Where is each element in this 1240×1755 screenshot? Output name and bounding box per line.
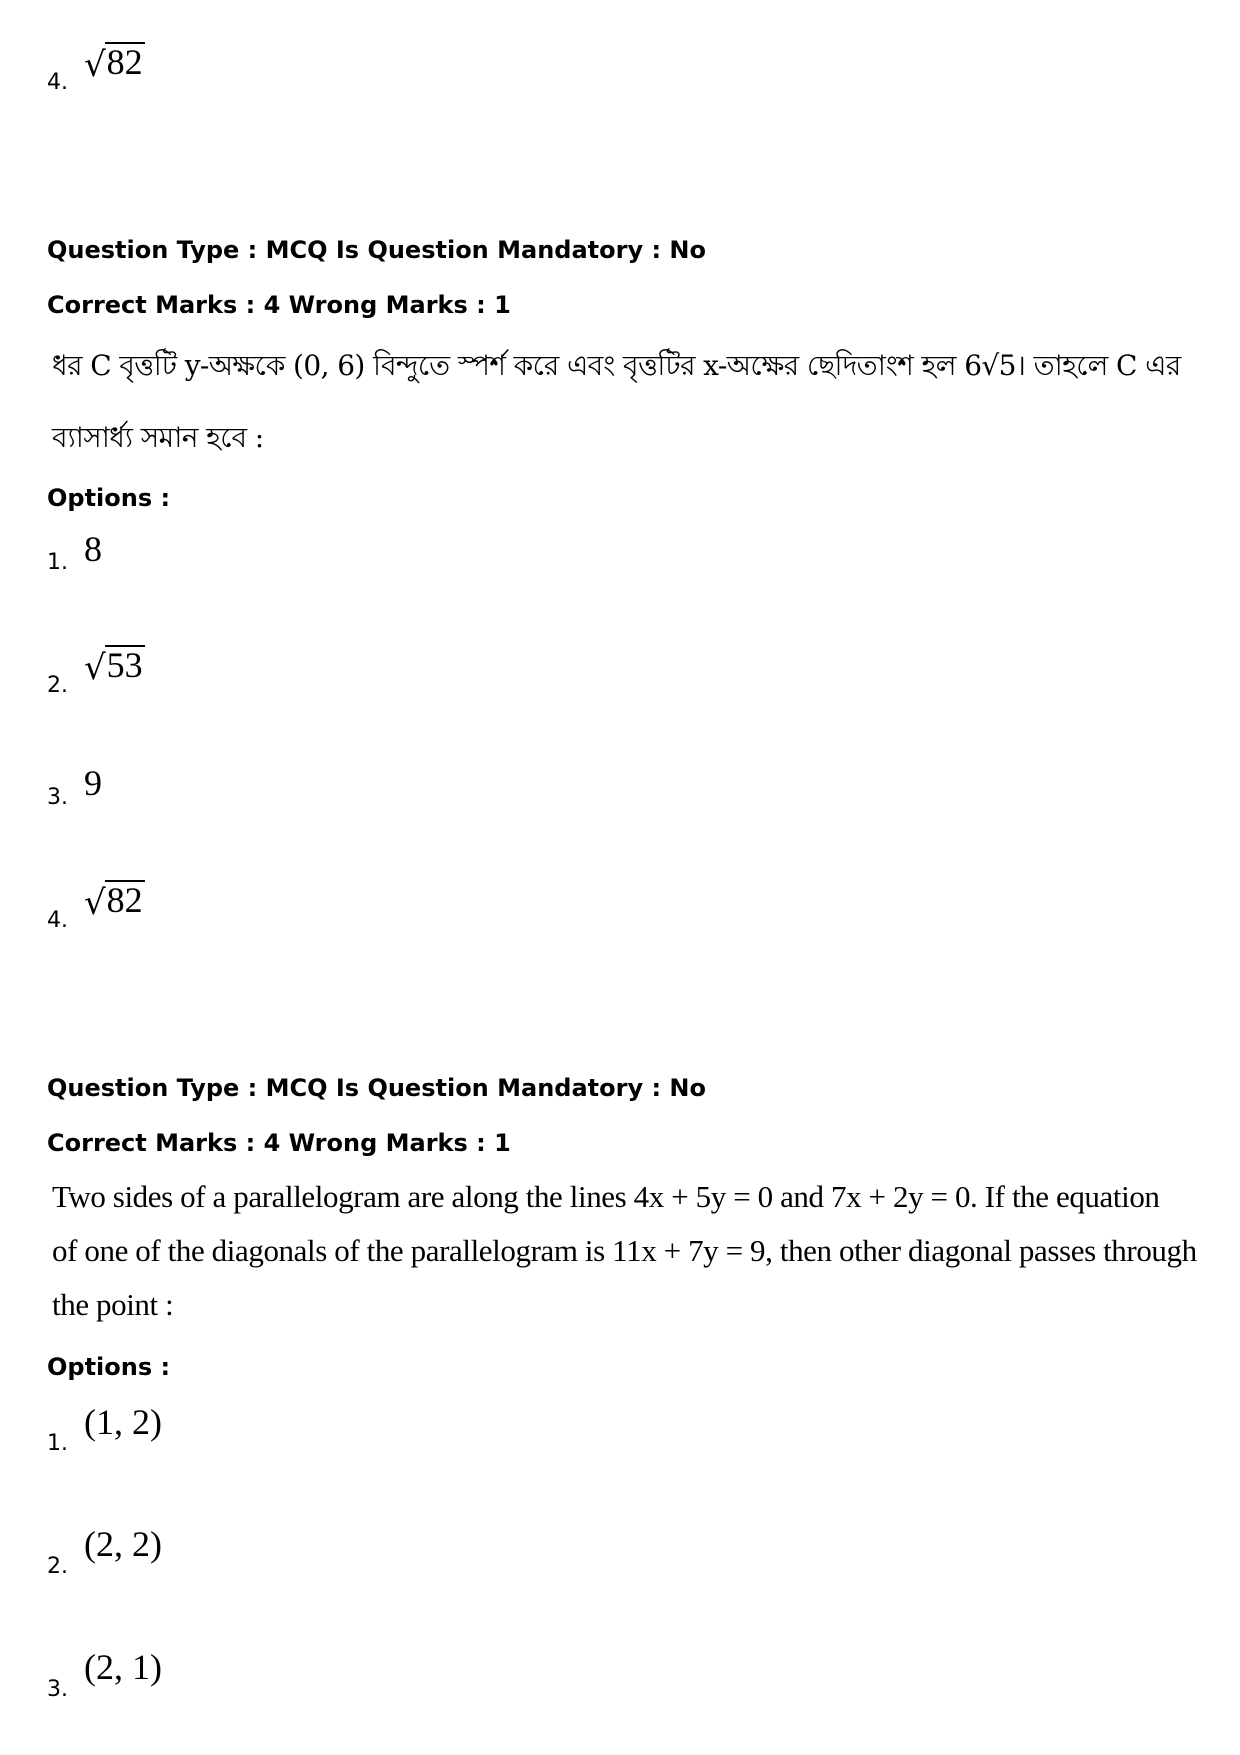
question-line: of one of the diagonals of the parallelogram is 11x + 7y = 9, then other diagonal passes through <box>52 1233 1197 1268</box>
option-number: 2. <box>47 1554 68 1579</box>
option-value: (2, 2) <box>84 1524 162 1564</box>
question-line: ধর C বৃত্তটি y-অক্ষকে (0, 6) বিন্দুতে স্পর্শ করে এবং বৃত্তটির x-অক্ষের ছেদিতাংশ হল 6√5। তাহলে C এর <box>52 349 1181 382</box>
option-radicand: 53 <box>106 645 143 685</box>
option-radicand: 82 <box>106 880 143 920</box>
option-value <box>84 880 145 923</box>
option-value <box>84 645 145 688</box>
option-value: 9 <box>84 763 102 803</box>
option-value: (1, 2) <box>84 1402 162 1442</box>
question-line: ব্যাসার্ধ্য সমান হবে : <box>52 421 264 454</box>
question-type-line: Question Type : MCQ Is Question Mandatory : No <box>47 236 706 264</box>
question-line: the point : <box>52 1287 174 1322</box>
question-text <box>52 1170 1197 1332</box>
option-number: 4. <box>47 70 68 95</box>
option-value <box>84 42 145 85</box>
option-number: 1. <box>47 550 68 575</box>
sqrt-symbol: √ <box>84 647 106 688</box>
sqrt-symbol: √ <box>84 44 106 85</box>
option-number: 1. <box>47 1431 68 1456</box>
option-number: 3. <box>47 1677 68 1702</box>
sqrt-symbol: √ <box>84 882 106 923</box>
option-value: (2, 1) <box>84 1647 162 1687</box>
question-type-line: Question Type : MCQ Is Question Mandatory : No <box>47 1074 706 1102</box>
option-radicand: 82 <box>106 42 143 82</box>
question-text <box>52 330 1181 474</box>
marks-line: Correct Marks : 4 Wrong Marks : 1 <box>47 1129 511 1157</box>
question-line: Two sides of a parallelogram are along the lines 4x + 5y = 0 and 7x + 2y = 0. If the equation <box>52 1179 1160 1214</box>
option-value: 8 <box>84 529 102 569</box>
options-label: Options : <box>47 484 171 512</box>
option-number: 4. <box>47 908 68 933</box>
marks-line: Correct Marks : 4 Wrong Marks : 1 <box>47 291 511 319</box>
options-label: Options : <box>47 1353 171 1381</box>
option-number: 3. <box>47 785 68 810</box>
option-number: 2. <box>47 673 68 698</box>
